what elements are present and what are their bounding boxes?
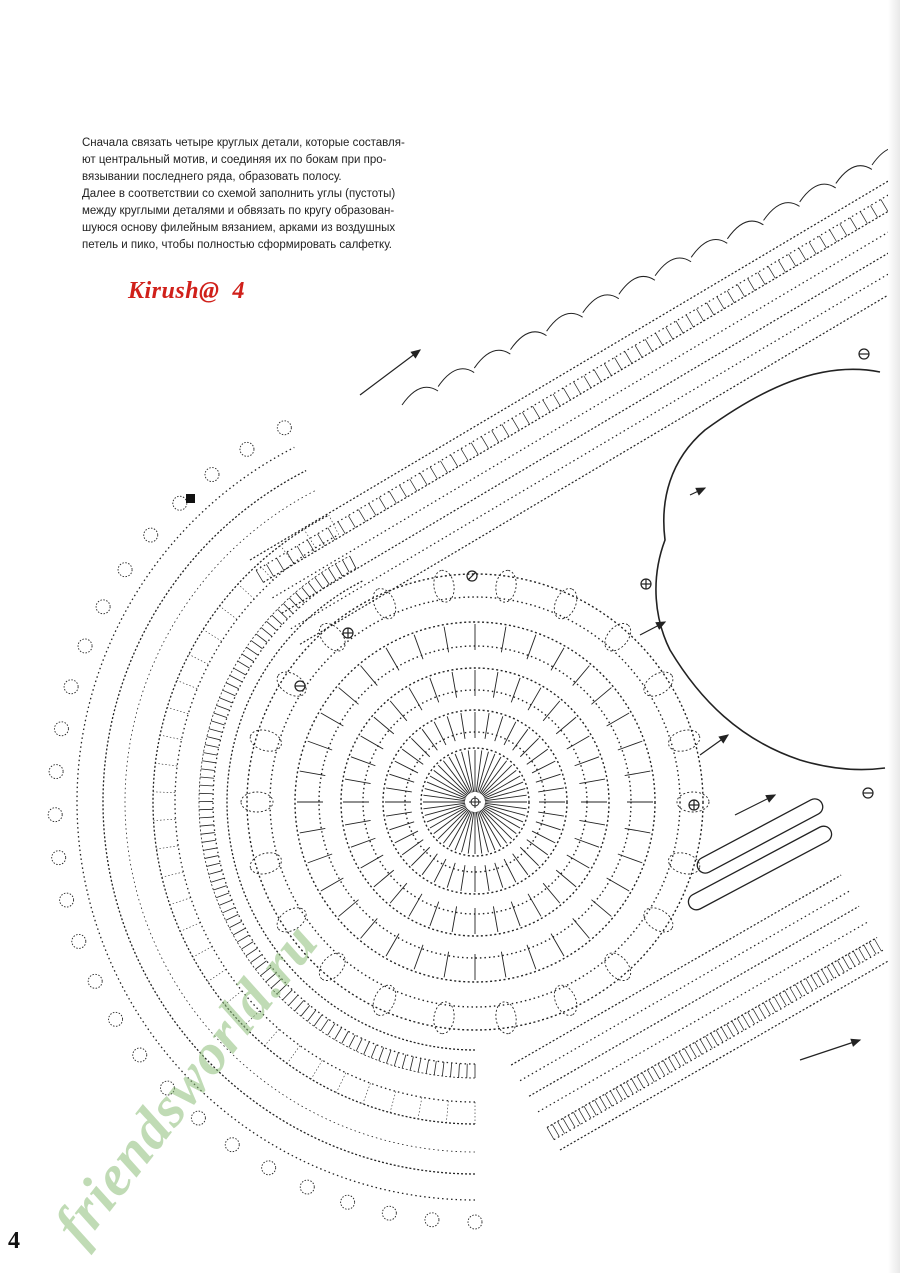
direction-arrow-icon (851, 1039, 860, 1046)
direction-arrow-icon (696, 488, 705, 495)
center-ring-icon (469, 796, 481, 808)
page-edge (888, 0, 900, 1273)
instruction-line: ют центральный мотив, и соединяя их по бокам при про- (82, 154, 387, 166)
instruction-line: петель и пико, чтобы полностью сформировать салфетку. (82, 239, 392, 251)
instruction-line: вязывании последнего ряда, образовать полосу. (82, 171, 342, 183)
instruction-line: шуюся основу филейным вязанием, арками из воздушных (82, 222, 396, 234)
start-marker-icon (186, 494, 195, 503)
join-symbol-icon (295, 349, 873, 810)
instruction-line: между круглыми деталями и обвязать по кругу образован- (82, 205, 395, 217)
watermark-text: friendsworld.ru (40, 910, 331, 1256)
direction-arrow-icon (766, 795, 775, 802)
instruction-line: Сначала связать четыре круглых детали, которые составля- (82, 137, 405, 149)
direction-arrow-icon (656, 622, 665, 629)
direction-arrow-icon (719, 735, 728, 743)
signature-label: Kirush@ 4 (128, 278, 246, 304)
page-number: 4 (8, 1228, 20, 1254)
direction-arrow-icon (411, 350, 420, 358)
instruction-line: Далее в соответствии со схемой заполнить углы (пустоты) (82, 188, 396, 200)
